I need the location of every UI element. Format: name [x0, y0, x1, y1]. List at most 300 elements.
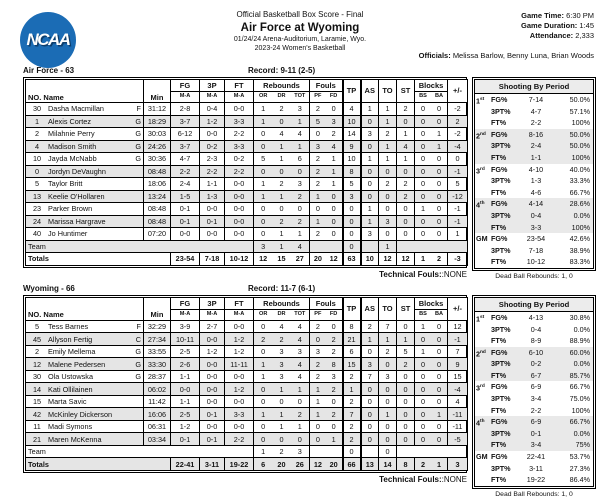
- fouls-cell: [310, 153, 343, 166]
- tp-cell: 0: [343, 228, 361, 241]
- shooting-row: [475, 187, 593, 199]
- as-cell: 0: [361, 383, 379, 396]
- to-cell: 2: [379, 128, 397, 141]
- shooting-period-label: [475, 370, 491, 382]
- col-tp: TP: [343, 80, 361, 103]
- player-cell: [26, 203, 144, 216]
- team-row-label: Team: [26, 445, 254, 458]
- shooting-period-label: [475, 140, 491, 152]
- fg-cell: 2-5: [171, 345, 200, 358]
- fouls-cell: [310, 215, 343, 228]
- player-cell: [26, 395, 144, 408]
- fouls-cell-values: [310, 411, 342, 418]
- stat-value: 1: [420, 204, 426, 214]
- stat-value: 1: [279, 384, 284, 394]
- col-to: TO: [379, 297, 397, 320]
- blocks-cell-values: [415, 323, 447, 330]
- as-cell: 3: [361, 228, 379, 241]
- fg-cell: 3-7: [171, 140, 200, 153]
- player-name: Malene Pedersen: [48, 359, 106, 369]
- stat-value: 1: [315, 191, 320, 201]
- player-cell: [26, 358, 144, 371]
- ft-cell: 1-2: [225, 333, 254, 346]
- player-number: 0: [34, 166, 40, 176]
- blocks-cell: [415, 228, 448, 241]
- shooting-percentage: 38.9%: [569, 245, 590, 255]
- stat-value: 0: [261, 216, 266, 226]
- blocks-cell: [415, 178, 448, 191]
- game-duration-value: 1:45: [579, 21, 594, 31]
- stat-value: 0: [315, 434, 320, 444]
- blocks-cell-values: [415, 386, 447, 393]
- player-position: F: [136, 104, 141, 114]
- rebounds-cell-values: [254, 336, 309, 343]
- col-fg-ma: M-A: [171, 309, 200, 320]
- player-row: [26, 103, 468, 116]
- technical-fouls-note: Technical Fouls::NONE: [379, 474, 467, 484]
- blocks-cell: [415, 358, 448, 371]
- shooting-percentage: 66.7%: [569, 382, 590, 392]
- plusminus-cell: 2: [448, 115, 468, 128]
- rebounds-cell: [254, 215, 310, 228]
- player-position: F: [136, 322, 141, 331]
- minutes-cell: 18:06: [144, 178, 171, 191]
- shooting-made-attempted: 3-4: [530, 440, 542, 450]
- blocks-cell-values: [415, 218, 447, 225]
- fouls-cell: [310, 140, 343, 153]
- stat-value: 26: [295, 459, 304, 469]
- shooting-made-attempted: 8-9: [530, 336, 542, 346]
- totals-row: [26, 458, 468, 471]
- shooting-percentage: 83.3%: [569, 257, 590, 267]
- shooting-percentage: 27.3%: [569, 463, 590, 473]
- tp-cell: 14: [343, 128, 361, 141]
- player-cell: [26, 190, 144, 203]
- stat-value: 0: [436, 216, 442, 226]
- shooting-stat-label: FT%: [491, 152, 507, 162]
- col-ft: FT: [225, 80, 254, 92]
- fouls-cell: [310, 370, 343, 383]
- rebounds-cell-values: [254, 243, 309, 250]
- totals-row: [26, 253, 468, 266]
- stat-value: 15: [277, 254, 286, 264]
- stat-value: 0: [279, 166, 284, 176]
- stat-value: 0: [436, 397, 442, 406]
- shooting-period-label: [475, 117, 491, 129]
- to-cell: 0: [379, 203, 397, 216]
- shooting-row: [475, 245, 593, 257]
- shooting-row: [475, 405, 593, 417]
- shooting-made-attempted: 4-7: [530, 106, 542, 116]
- player-cell: [26, 370, 144, 383]
- stat-value: 0: [297, 204, 302, 214]
- shooting-panel-frame: [472, 295, 596, 489]
- shooting-panel: [474, 79, 594, 269]
- rebounds-cell: [254, 358, 310, 371]
- ft-cell: 11-11: [225, 358, 254, 371]
- player-number: 11: [33, 422, 41, 431]
- ft-cell: 3-3: [225, 408, 254, 421]
- player-identity: [26, 143, 143, 150]
- to-cell: 1: [379, 115, 397, 128]
- p3-cell: 1-2: [200, 345, 225, 358]
- stat-value: 0: [420, 422, 426, 431]
- stat-value: 2: [315, 166, 320, 176]
- p3-cell: 0-1: [200, 215, 225, 228]
- ft-cell: 0-0: [225, 178, 254, 191]
- ft-cell: 2-2: [225, 433, 254, 446]
- shooting-percentage: 86.4%: [569, 475, 590, 485]
- fouls-cell-values: [310, 143, 342, 150]
- rebounds-cell-values: [254, 448, 309, 455]
- stat-value: 0: [331, 104, 336, 114]
- shooting-percentage: 100%: [571, 152, 590, 162]
- rebounds-cell: [254, 178, 310, 191]
- shooting-row: [475, 324, 593, 336]
- rebounds-cell-values: [254, 348, 309, 355]
- stat-value: 2: [297, 216, 302, 226]
- player-identity: [26, 118, 143, 125]
- fouls-cell-values: [310, 423, 342, 430]
- stat-value: 1: [315, 397, 320, 406]
- ft-cell: 0-0: [225, 370, 254, 383]
- as-cell: 0: [361, 190, 379, 203]
- player-number: 21: [32, 434, 42, 444]
- tp-cell: 0: [343, 215, 361, 228]
- shooting-made-attempted: 6-10: [528, 347, 544, 357]
- col-to: TO: [379, 80, 397, 103]
- p3-cell: 0-0: [200, 358, 225, 371]
- rebounds-cell-values: [254, 461, 309, 468]
- stat-value: 3: [297, 179, 302, 189]
- stat-value: 2: [331, 384, 336, 394]
- shooting-made-attempted: 2-2: [530, 118, 542, 128]
- stat-value: 4: [297, 372, 302, 381]
- player-name: Jo Huntimer: [48, 229, 88, 239]
- player-cell: [26, 115, 144, 128]
- rebounds-cell: [254, 433, 310, 446]
- stat-value: 2: [315, 179, 320, 189]
- stat-value: 0: [279, 434, 284, 444]
- to-cell: 0: [379, 420, 397, 433]
- rebounds-cell: [254, 190, 310, 203]
- shooting-percentage: 0.0%: [573, 324, 590, 334]
- rebounds-cell: [254, 140, 310, 153]
- player-identity: [26, 168, 143, 175]
- col-3p: 3P: [200, 297, 225, 309]
- stat-value: 20: [277, 459, 286, 469]
- plusminus-cell: -1: [448, 203, 468, 216]
- fouls-cell: [310, 320, 343, 333]
- stat-value: 0: [331, 322, 336, 331]
- blocks-cell: [415, 395, 448, 408]
- col-blocks: Blocks: [415, 297, 448, 309]
- fouls-cell: [310, 395, 343, 408]
- as-cell: 0: [361, 165, 379, 178]
- player-identity: [26, 361, 143, 368]
- blocks-cell-values: [415, 205, 447, 212]
- blocks-cell-values: [415, 423, 447, 430]
- shooting-stat-label: 3PT%: [491, 141, 511, 151]
- blocks-cell: [415, 383, 448, 396]
- shooting-made-attempted: 0-1: [530, 428, 542, 438]
- blocks-cell: [415, 433, 448, 446]
- fouls-cell-values: [310, 205, 342, 212]
- shooting-row: [475, 152, 593, 164]
- minutes-cell: 13:24: [144, 190, 171, 203]
- p3-cell: 1-2: [200, 115, 225, 128]
- shooting-made-attempted: 23-54: [526, 234, 546, 244]
- p3-cell: 0-1: [200, 433, 225, 446]
- shooting-stat-label: FG%: [491, 164, 508, 174]
- blocks-cell-values: [415, 398, 447, 405]
- col-blocks: Blocks: [415, 80, 448, 92]
- plusminus-cell: 5: [448, 178, 468, 191]
- player-identity: [26, 436, 143, 443]
- shooting-made-attempted: 0-4: [530, 324, 542, 334]
- shooting-panel-frame: [472, 77, 596, 271]
- game-duration-row: [419, 21, 594, 31]
- shooting-stat-label: 3PT%: [491, 394, 511, 404]
- to-cell: 0: [379, 395, 397, 408]
- plusminus-cell: -1: [448, 165, 468, 178]
- rebounds-cell: [254, 153, 310, 166]
- plusminus-cell: 15: [448, 370, 468, 383]
- stat-value: 1: [297, 141, 302, 151]
- stat-value: 0: [279, 397, 284, 406]
- shooting-period-label: [475, 439, 491, 451]
- stat-value: 0: [279, 204, 284, 214]
- totals-label: Totals: [26, 253, 171, 266]
- fouls-cell: [310, 345, 343, 358]
- blocks-cell-values: [415, 411, 447, 418]
- attendance-label: Attendance:: [529, 31, 574, 41]
- minutes-cell: 33:30: [144, 358, 171, 371]
- stat-value: 1: [331, 166, 336, 176]
- blocks-cell: [415, 140, 448, 153]
- stat-value: 2: [297, 409, 302, 419]
- rebounds-cell: [254, 320, 310, 333]
- attendance-value: 2,333: [575, 31, 594, 41]
- player-number: 10: [32, 154, 42, 164]
- box-score-table: [25, 79, 468, 266]
- shooting-period-label: [475, 324, 491, 336]
- player-cell: [26, 345, 144, 358]
- shooting-period-label: 4th: [476, 418, 485, 428]
- shooting-period-label: 2nd: [476, 131, 486, 141]
- stat-value: 0: [436, 422, 442, 431]
- rebounds-cell: [254, 240, 310, 253]
- st-cell: 0: [397, 203, 415, 216]
- fg-cell: 6-12: [171, 128, 200, 141]
- tp-cell: 7: [343, 408, 361, 421]
- blocks-cell-values: [415, 230, 447, 237]
- shooting-row: [475, 175, 593, 187]
- ft-cell: 0-0: [225, 320, 254, 333]
- p3-cell: 0-4: [200, 103, 225, 116]
- stat-value: 3: [331, 116, 336, 126]
- shooting-period-label: [475, 405, 491, 417]
- plusminus-cell: -5: [448, 433, 468, 446]
- p3-cell: 7-18: [200, 253, 225, 266]
- plusminus-cell: 12: [448, 320, 468, 333]
- stat-value: 4: [297, 322, 302, 331]
- shooting-made-attempted: 10-12: [526, 257, 546, 267]
- shooting-stat-label: 3PT%: [491, 324, 511, 334]
- stat-value: 6: [297, 154, 302, 164]
- tp-cell: 1: [343, 383, 361, 396]
- ft-cell: 0-0: [225, 103, 254, 116]
- to-cell: 2: [379, 178, 397, 191]
- rebounds-cell-values: [254, 386, 309, 393]
- stat-value: 0: [279, 116, 284, 126]
- blocks-cell-values: [415, 143, 447, 150]
- player-name: Keelie O'Hollaren: [48, 191, 105, 201]
- tp-cell: 63: [343, 253, 361, 266]
- player-row: [26, 420, 468, 433]
- shooting-made-attempted: 7-18: [528, 245, 544, 255]
- stat-value: 1: [297, 384, 302, 394]
- stat-value: 2: [279, 104, 284, 114]
- stat-value: 0: [315, 334, 320, 344]
- player-name: Jayda McNabb: [48, 154, 97, 164]
- blocks-cell-values: [415, 180, 447, 187]
- tp-cell: 6: [343, 345, 361, 358]
- shooting-percentage: 53.7%: [569, 452, 590, 462]
- as-cell: 0: [361, 395, 379, 408]
- stat-value: 2: [279, 216, 284, 226]
- player-number: 40: [32, 229, 42, 239]
- shooting-row: [475, 106, 593, 118]
- stat-value: 0: [331, 229, 336, 239]
- shooting-period-label: [475, 245, 491, 257]
- as-cell: 10: [361, 253, 379, 266]
- to-cell: 1: [379, 408, 397, 421]
- rebounds-cell-values: [254, 323, 309, 330]
- shooting-made-attempted: 2-2: [530, 405, 542, 415]
- stat-value: 3: [279, 359, 284, 369]
- col-plusminus: +/-: [448, 80, 468, 103]
- stat-value: 1: [279, 229, 284, 239]
- stat-value: 1: [315, 384, 320, 394]
- shooting-made-attempted: 4-14: [528, 199, 544, 209]
- player-identity: [26, 411, 143, 418]
- player-position: G: [135, 154, 141, 164]
- fouls-cell-values: [310, 230, 342, 237]
- rebounds-cell: [254, 395, 310, 408]
- st-cell: 4: [397, 140, 415, 153]
- stat-value: 0: [436, 334, 442, 344]
- shooting-stat-label: 3PT%: [491, 359, 511, 369]
- stat-value: 4: [297, 334, 302, 344]
- player-cell: [26, 215, 144, 228]
- player-identity: [26, 130, 143, 137]
- ft-cell: 3-3: [225, 140, 254, 153]
- shooting-percentage: 0.0%: [573, 210, 590, 220]
- as-cell: 0: [361, 408, 379, 421]
- game-time-label: Game Time:: [521, 11, 564, 20]
- fouls-cell-values: [310, 255, 342, 262]
- p3-cell: 0-0: [200, 203, 225, 216]
- rebounds-cell: [254, 420, 310, 433]
- stat-value: 2: [279, 334, 284, 344]
- officials-value: Melissa Barlow, Benny Luna, Brian Woods: [452, 51, 594, 61]
- title-block: [150, 10, 450, 54]
- fouls-cell-values: [310, 386, 342, 393]
- shooting-stat-label: FG%: [491, 417, 508, 427]
- fg-cell: 1-2: [171, 420, 200, 433]
- stat-value: 1: [420, 322, 426, 331]
- team-header: [23, 284, 596, 295]
- shooting-panel-title: Shooting By Period: [475, 298, 593, 312]
- ft-cell: 0-0: [225, 395, 254, 408]
- minutes-cell: 30:36: [144, 153, 171, 166]
- shooting-period-label: [475, 222, 491, 234]
- shooting-percentage: 66.7%: [569, 417, 590, 427]
- period-ordinal-suffix: nd: [480, 131, 486, 137]
- st-cell: 2: [397, 178, 415, 191]
- rebounds-cell-values: [254, 218, 309, 225]
- ft-cell: 0-0: [225, 190, 254, 203]
- stat-value: 12: [259, 254, 268, 264]
- shooting-period-label: [475, 428, 491, 440]
- fg-cell: 2-8: [171, 103, 200, 116]
- stat-value: 1: [315, 409, 320, 419]
- fouls-cell-values: [310, 130, 342, 137]
- stat-value: 0: [420, 104, 426, 114]
- rebounds-cell: [254, 408, 310, 421]
- fouls-cell: [310, 128, 343, 141]
- fouls-cell: [310, 240, 343, 253]
- fg-cell: 4-7: [171, 153, 200, 166]
- minutes-cell: 18:29: [144, 115, 171, 128]
- as-cell: [361, 240, 379, 253]
- col-st: ST: [397, 297, 415, 320]
- col-ft: FT: [225, 297, 254, 309]
- minutes-cell: 27:34: [144, 333, 171, 346]
- player-row: [26, 370, 468, 383]
- st-cell: 1: [397, 333, 415, 346]
- plusminus-cell: 7: [448, 345, 468, 358]
- player-row: [26, 358, 468, 371]
- player-position: G: [135, 129, 141, 139]
- stat-value: 3: [261, 241, 266, 251]
- stat-value: 12: [313, 459, 322, 469]
- ft-cell: 0-0: [225, 215, 254, 228]
- col-3p-ma: M-A: [200, 309, 225, 320]
- stat-value: 0: [331, 397, 336, 406]
- to-cell: 12: [379, 253, 397, 266]
- shooting-percentage: 100%: [571, 222, 590, 232]
- fouls-cell: [310, 178, 343, 191]
- col-fouls: Fouls: [310, 80, 343, 92]
- stat-value: 2: [315, 154, 320, 164]
- col-fouls-subs: PF FD: [310, 309, 343, 320]
- player-row: [26, 408, 468, 421]
- as-cell: 1: [361, 333, 379, 346]
- player-row: [26, 433, 468, 446]
- as-cell: 0: [361, 345, 379, 358]
- team-rebounds-row: [26, 445, 468, 458]
- game-time-value: 6:30 PM: [566, 11, 594, 20]
- blocks-cell: [415, 253, 448, 266]
- shooting-stat-label: 3PT%: [491, 428, 511, 438]
- shooting-stat-label: 3PT%: [491, 106, 511, 116]
- blocks-cell: [415, 215, 448, 228]
- shooting-panel: [474, 297, 594, 487]
- shooting-period-label: [475, 152, 491, 164]
- period-ordinal-suffix: st: [480, 314, 485, 320]
